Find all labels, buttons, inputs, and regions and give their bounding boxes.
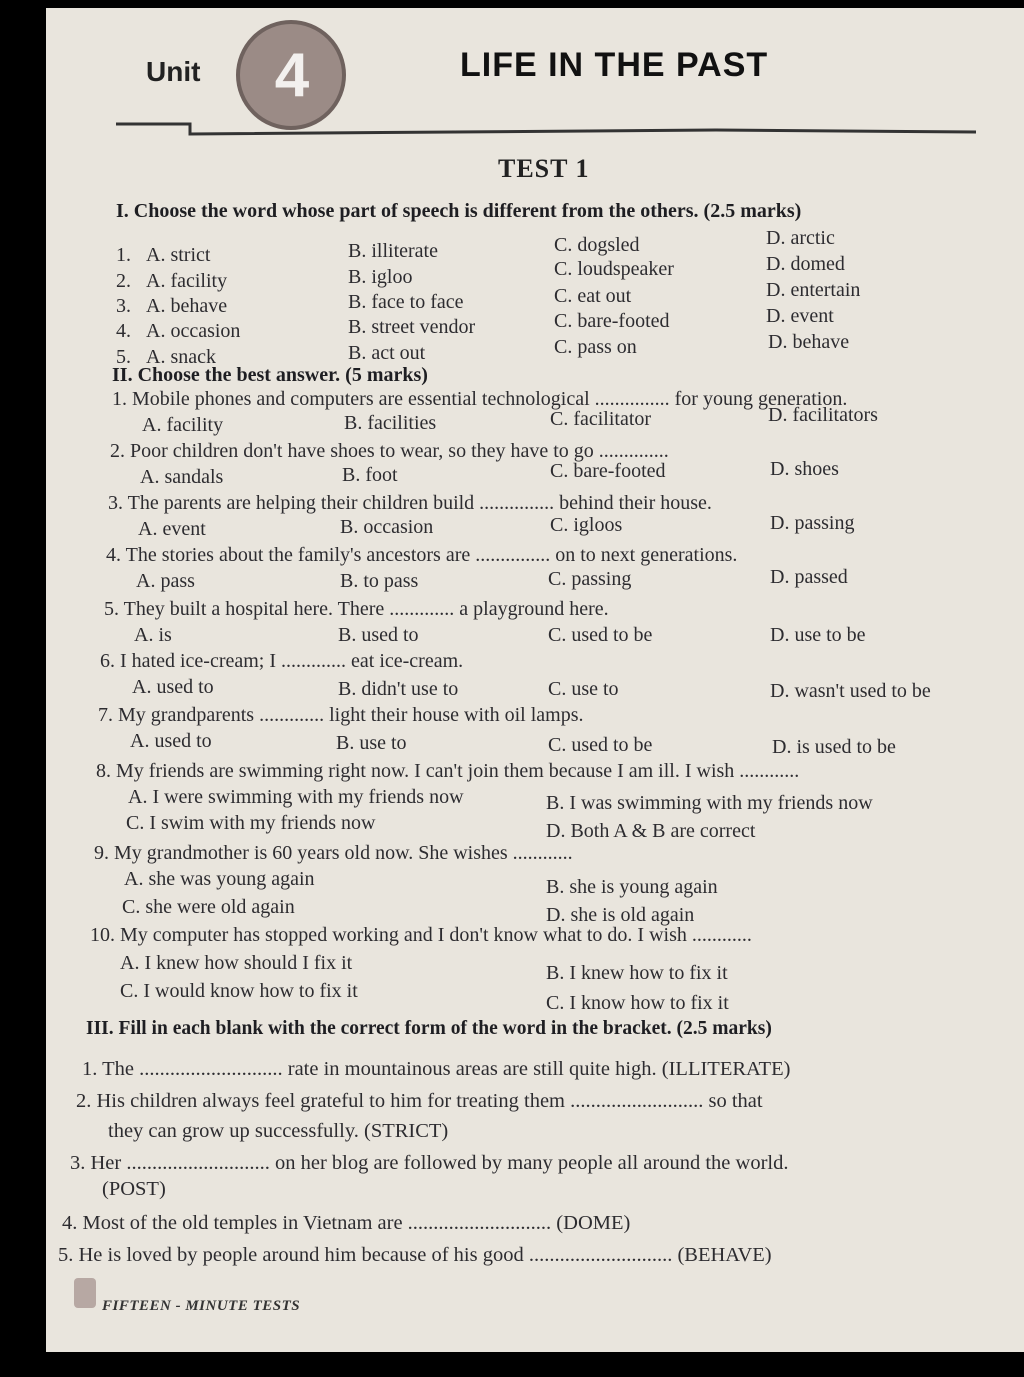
header-underline bbox=[116, 116, 976, 146]
option-b: B. she is young again bbox=[546, 876, 718, 898]
option-d: D. use to be bbox=[770, 624, 866, 646]
option-a: A. behave bbox=[146, 295, 228, 317]
option-b: B. illiterate bbox=[348, 240, 438, 262]
question-number: 1. bbox=[116, 244, 131, 266]
option-d: D. is used to be bbox=[772, 736, 896, 758]
unit-number: 4 bbox=[274, 40, 308, 110]
option-a: A. facility bbox=[142, 414, 224, 436]
option-c: C. used to be bbox=[548, 624, 653, 646]
option-b: B. foot bbox=[342, 464, 398, 486]
option-d: D. passing bbox=[770, 512, 855, 534]
fill-line: 5. He is loved by people around him because of his good ............................ (BEHAVE) bbox=[58, 1244, 772, 1266]
question-stem: 1. Mobile phones and computers are essential technological ............... for young generation. bbox=[112, 388, 848, 410]
option-d: D. passed bbox=[770, 566, 848, 588]
part1-heading: I. Choose the word whose part of speech is different from the others. (2.5 marks) bbox=[116, 200, 802, 222]
question-stem: 10. My computer has stopped working and I don't know what to do. I wish ............ bbox=[90, 924, 752, 946]
option-c: C. passing bbox=[548, 568, 632, 590]
option-a: A. used to bbox=[130, 730, 212, 752]
fill-line: 1. The ............................ rate in mountainous areas are still quite high. (ILLITERATE) bbox=[82, 1058, 791, 1080]
option-d: D. shoes bbox=[770, 458, 839, 480]
question-stem: 3. The parents are helping their children build ............... behind their house. bbox=[108, 492, 712, 514]
option-c: C. bare-footed bbox=[554, 310, 670, 332]
option-b: B. I was swimming with my friends now bbox=[546, 792, 873, 814]
question-number: 3. bbox=[116, 295, 131, 317]
part3-heading: III. Fill in each blank with the correct form of the word in the bracket. (2.5 marks) bbox=[86, 1018, 772, 1039]
option-a: A. is bbox=[134, 624, 172, 646]
option-b: B. facilities bbox=[344, 412, 437, 434]
option-b: B. use to bbox=[336, 732, 407, 754]
option-b: B. I knew how to fix it bbox=[546, 962, 728, 984]
option-c: C. loudspeaker bbox=[554, 258, 674, 280]
option-c: C. I swim with my friends now bbox=[126, 812, 376, 834]
option-a: A. she was young again bbox=[124, 868, 315, 890]
fill-line: they can grow up successfully. (STRICT) bbox=[108, 1120, 449, 1142]
option-a: A. I knew how should I fix it bbox=[120, 952, 353, 974]
option-b: B. occasion bbox=[340, 516, 434, 538]
option-b: B. igloo bbox=[348, 266, 413, 288]
option-d: D. wasn't used to be bbox=[770, 680, 931, 702]
option-c: C. I would know how to fix it bbox=[120, 980, 358, 1002]
option-a: A. snack bbox=[146, 346, 216, 368]
option-a: A. I were swimming with my friends now bbox=[128, 786, 464, 808]
option-d: D. entertain bbox=[766, 279, 861, 301]
question-stem: 2. Poor children don't have shoes to wear, so they have to go .............. bbox=[110, 440, 669, 462]
footer-text: FIFTEEN - MINUTE TESTS bbox=[102, 1298, 301, 1314]
option-a: A. pass bbox=[136, 570, 195, 592]
option-a: A. event bbox=[138, 518, 206, 540]
option-c: C. pass on bbox=[554, 336, 637, 358]
option-b: B. act out bbox=[348, 342, 426, 364]
fill-line: 2. His children always feel grateful to him for treating them .......................... so that bbox=[76, 1090, 763, 1112]
question-number: 4. bbox=[116, 320, 131, 342]
fill-line: 3. Her ............................ on her blog are followed by many people all around the world. bbox=[70, 1152, 789, 1174]
option-d: D. domed bbox=[766, 253, 845, 275]
question-number: 5. bbox=[116, 346, 131, 368]
option-b: B. used to bbox=[338, 624, 419, 646]
option-d: D. behave bbox=[768, 331, 850, 353]
option-c: C. use to bbox=[548, 678, 619, 700]
option-d: D. event bbox=[766, 305, 834, 327]
option-c: C. dogsled bbox=[554, 234, 640, 256]
option-c: C. used to be bbox=[548, 734, 653, 756]
question-stem: 8. My friends are swimming right now. I can't join them because I am ill. I wish ............ bbox=[96, 760, 800, 782]
test-title: TEST 1 bbox=[498, 154, 590, 183]
option-c: C. facilitator bbox=[550, 408, 652, 430]
question-stem: 4. The stories about the family's ancestors are ............... on to next generations. bbox=[106, 544, 738, 566]
option-c: C. eat out bbox=[554, 285, 632, 307]
option-d: D. Both A & B are correct bbox=[546, 820, 756, 842]
option-c: C. she were old again bbox=[122, 896, 295, 918]
option-d: D. arctic bbox=[766, 227, 835, 249]
question-stem: 9. My grandmother is 60 years old now. She wishes ............ bbox=[94, 842, 573, 864]
option-d: D. facilitators bbox=[768, 404, 878, 426]
question-stem: 5. They built a hospital here. There ............. a playground here. bbox=[104, 598, 609, 620]
option-d: C. I know how to fix it bbox=[546, 992, 729, 1014]
option-b: B. street vendor bbox=[348, 316, 476, 338]
fill-line: 4. Most of the old temples in Vietnam are ............................ (DOME) bbox=[62, 1212, 631, 1234]
page-number-badge bbox=[74, 1278, 96, 1308]
question-stem: 7. My grandparents ............. light their house with oil lamps. bbox=[98, 704, 584, 726]
option-c: C. igloos bbox=[550, 514, 623, 536]
question-stem: 6. I hated ice-cream; I ............. eat ice-cream. bbox=[100, 650, 464, 672]
page-title: LIFE IN THE PAST bbox=[460, 46, 769, 84]
option-a: A. facility bbox=[146, 270, 228, 292]
option-a: A. occasion bbox=[146, 320, 241, 342]
option-a: A. strict bbox=[146, 244, 211, 266]
unit-label: Unit bbox=[146, 56, 201, 87]
option-a: A. sandals bbox=[140, 466, 224, 488]
unit-number-badge bbox=[236, 20, 346, 130]
worksheet-page bbox=[46, 8, 1024, 1352]
fill-line: (POST) bbox=[102, 1178, 166, 1200]
option-b: B. didn't use to bbox=[338, 678, 459, 700]
option-a: A. used to bbox=[132, 676, 214, 698]
option-d: D. she is old again bbox=[546, 904, 695, 926]
question-number: 2. bbox=[116, 270, 131, 292]
part2-heading: II. Choose the best answer. (5 marks) bbox=[112, 364, 428, 386]
option-c: C. bare-footed bbox=[550, 460, 666, 482]
option-b: B. face to face bbox=[348, 291, 464, 313]
option-b: B. to pass bbox=[340, 570, 419, 592]
